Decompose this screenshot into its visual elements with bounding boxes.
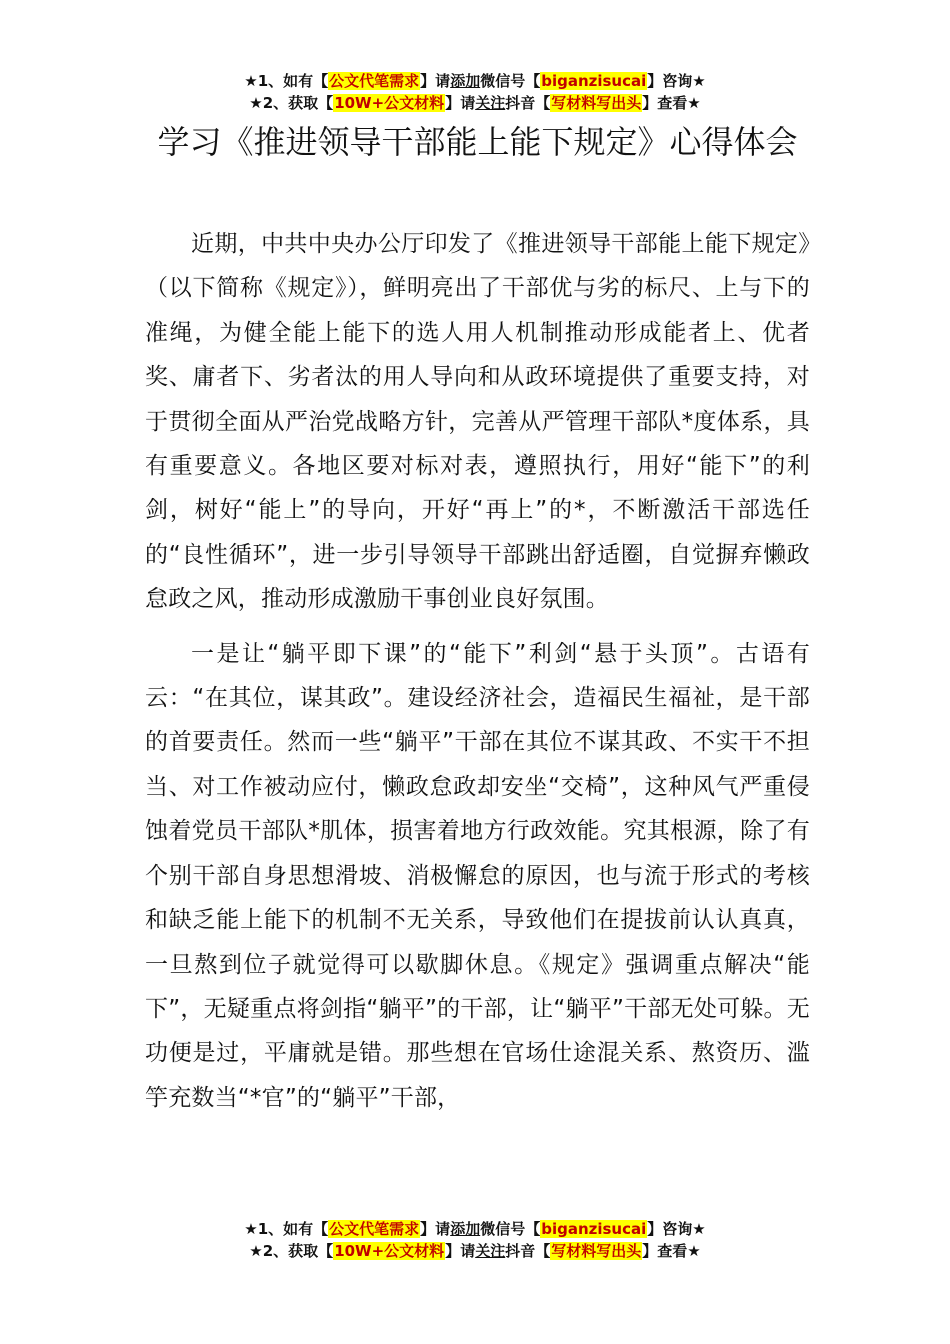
promo-text: 抖音【 <box>505 1242 551 1260</box>
paragraph-intro: 近期，中共中央办公厅印发了《推进领导干部能上能下规定》（以下简称《规定》），鲜明亮出了干部优与劣的标尺、上与下的准绳，为健全能上能下的选人用人机制推动形成能者上、优者奖、庸者下、劣者汰的用人导向和从政环境提供了重要支持，对于贯彻全面从严治党战略方针，完善从严管理干部队*度体系，具有重要意义。各地区要对标对表，遵照执行，用好“能下”的利剑，树好“能上”的导向，开好“再上”的*，不断激活干部选任的“良性循环”，进一步引导领导干部跳出舒适圈，自觉摒弃懒政怠政之风，推动形成激励干事创业良好氛围。 <box>145 231 810 613</box>
promo-underline: 添加 <box>450 72 481 90</box>
promo-text: 微信号【 <box>480 1220 541 1238</box>
promo-line-1 <box>0 1218 950 1240</box>
promo-line-2 <box>0 92 950 114</box>
promo-text: 】请 <box>445 1242 476 1260</box>
promo-text: 】查看★ <box>642 1242 701 1260</box>
promo-highlight: 公文代笔需求 <box>329 72 420 90</box>
promo-text: 】请 <box>420 1220 451 1238</box>
promo-text: 抖音【 <box>505 94 551 112</box>
document-title: 学习《推进领导干部能上能下规定》心得体会 <box>157 123 798 161</box>
promo-text: 】咨询★ <box>647 1220 706 1238</box>
promo-text: ★1、如有【 <box>244 72 329 90</box>
promo-highlight-wechat-id: biganzisucai <box>541 1220 647 1238</box>
promo-text: 】请 <box>420 72 451 90</box>
promo-highlight-wechat-id: biganzisucai <box>541 72 647 90</box>
promo-text: ★2、获取【 <box>249 1242 334 1260</box>
promo-highlight: 10W+公文材料 <box>334 94 445 112</box>
promo-text: 】查看★ <box>642 94 701 112</box>
promo-underline: 关注 <box>475 1242 506 1260</box>
document-body <box>145 222 810 1120</box>
paragraph-point-one: 一是让“躺平即下课”的“能下”利剑“悬于头顶”。古语有云：“在其位，谋其政”。建设经济社会，造福民生福祉，是干部的首要责任。然而一些“躺平”干部在其位不谋其政、不实干不担当、对工作被动应付，懒政怠政却安坐“交椅”，这种风气严重侵蚀着党员干部队*肌体，损害着地方行政效能。究其根源，除了有个别干部自身思想滑坡、消极懈怠的原因，也与流于形式的考核和缺乏能上能下的机制不无关系，导致他们在提拔前认认真真，一旦熬到位子就觉得可以歇脚休息。《规定》强调重点解决“能下”，无疑重点将剑指“躺平”的干部，让“躺平”干部无处可躲。无功便是过，平庸就是错。那些想在官场仕途混关系、熬资历、滥竽充数当“*官”的“躺平”干部， <box>145 640 810 1111</box>
promo-underline: 关注 <box>475 94 506 112</box>
promo-text: ★2、获取【 <box>249 94 334 112</box>
promo-highlight-douyin-id: 写材料写出头 <box>551 94 642 112</box>
promo-highlight-douyin-id: 写材料写出头 <box>551 1242 642 1260</box>
promo-text: 微信号【 <box>480 72 541 90</box>
top-promo-banner <box>0 70 950 114</box>
promo-text: ★1、如有【 <box>244 1220 329 1238</box>
promo-line-2 <box>0 1240 950 1262</box>
promo-highlight: 公文代笔需求 <box>329 1220 420 1238</box>
promo-text: 】咨询★ <box>647 72 706 90</box>
promo-underline: 添加 <box>450 1220 481 1238</box>
promo-highlight: 10W+公文材料 <box>334 1242 445 1260</box>
promo-text: 】请 <box>445 94 476 112</box>
promo-line-1 <box>0 70 950 92</box>
bottom-promo-banner <box>0 1218 950 1262</box>
